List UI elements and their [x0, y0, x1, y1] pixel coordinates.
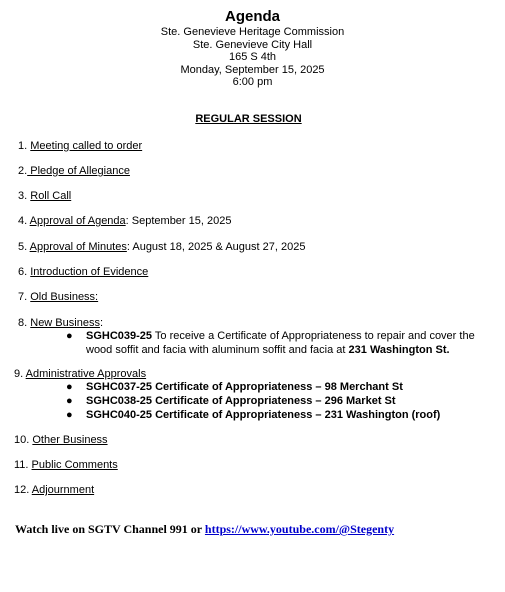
- agenda-item-8: 8. New Business:: [18, 317, 104, 329]
- item-label: Approval of Minutes: [29, 241, 127, 253]
- agenda-item-4: [18, 215, 231, 228]
- bullet-icon: ●: [66, 395, 73, 407]
- item-detail: : September 15, 2025: [125, 215, 232, 227]
- meeting-date: Monday, September 15, 2025: [180, 63, 325, 76]
- item-number: 9.: [14, 368, 24, 380]
- item-label: Roll Call: [30, 190, 72, 202]
- agenda-item-1: [18, 140, 142, 153]
- item-label: Meeting called to order: [30, 140, 143, 152]
- item-label: Introduction of Evidence: [30, 266, 149, 278]
- item-number: 10.: [14, 434, 30, 446]
- agenda-item-9: [14, 368, 146, 381]
- agenda-header: [0, 8, 505, 89]
- item-label: New Business: [30, 317, 100, 329]
- bullet-icon: ●: [66, 330, 73, 342]
- item-number: 3.: [18, 190, 28, 202]
- admin-approval: SGHC040-25 Certificate of Appropriateness – 231 Washington (roof): [86, 409, 441, 421]
- agenda-item-6: [18, 266, 148, 279]
- session-title: REGULAR SESSION: [195, 113, 302, 125]
- item-number: 2.: [18, 165, 28, 177]
- agenda-item-7: [18, 291, 98, 304]
- item-label: Other Business: [32, 434, 108, 446]
- watch-text: Watch live on SGTV Channel 991 or: [15, 522, 205, 536]
- item-detail: : August 18, 2025 & August 27, 2025: [126, 241, 306, 253]
- item-number: 7.: [18, 291, 28, 303]
- agenda-item-11: [14, 459, 118, 472]
- agenda-item-12: [14, 484, 94, 497]
- item-number: 8.: [18, 317, 28, 329]
- item-number: 6.: [18, 266, 28, 278]
- case-code: SGHC039-25: [86, 330, 153, 342]
- item-label: Approval of Agenda: [29, 215, 126, 227]
- new-business-entry: SGHC039-25 To receive a Certificate of Appropriateness to repair and cover the wood soffit and facia with aluminum soffit and facia at 231 Washington St.: [86, 330, 475, 356]
- item-number: 1.: [18, 140, 28, 152]
- watch-live-line: [15, 522, 394, 537]
- item-label: Administrative Approvals: [25, 368, 147, 380]
- item-label: Adjournment: [31, 484, 95, 496]
- agenda-item-2: [18, 165, 130, 178]
- agenda-item-5: [18, 241, 305, 254]
- item-label: Public Comments: [31, 459, 118, 471]
- venue: Ste. Genevieve City Hall: [192, 38, 313, 51]
- item-number: 5.: [18, 241, 28, 253]
- bullet-icon: ●: [66, 409, 73, 421]
- address: 165 S 4th: [228, 51, 277, 64]
- item-number: 4.: [18, 215, 28, 227]
- admin-approval: SGHC037-25 Certificate of Appropriateness – 98 Merchant St: [86, 381, 403, 393]
- youtube-link[interactable]: https://www.youtube.com/@Stegenty: [204, 522, 395, 536]
- admin-approval: SGHC038-25 Certificate of Appropriateness – 296 Market St: [86, 395, 396, 407]
- page-title: Agenda: [224, 8, 280, 25]
- agenda-item-10: [14, 434, 108, 447]
- agenda-item-3: [18, 190, 71, 203]
- item-label: Pledge of Allegiance: [27, 165, 130, 177]
- bullet-icon: ●: [66, 381, 73, 393]
- item-label: Old Business:: [30, 291, 99, 303]
- case-address: 231 Washington St.: [348, 343, 450, 356]
- item-number: 12.: [14, 484, 30, 496]
- commission-name: Ste. Genevieve Heritage Commission: [160, 26, 345, 38]
- meeting-time: 6:00 pm: [232, 76, 273, 89]
- item-number: 11.: [14, 459, 29, 471]
